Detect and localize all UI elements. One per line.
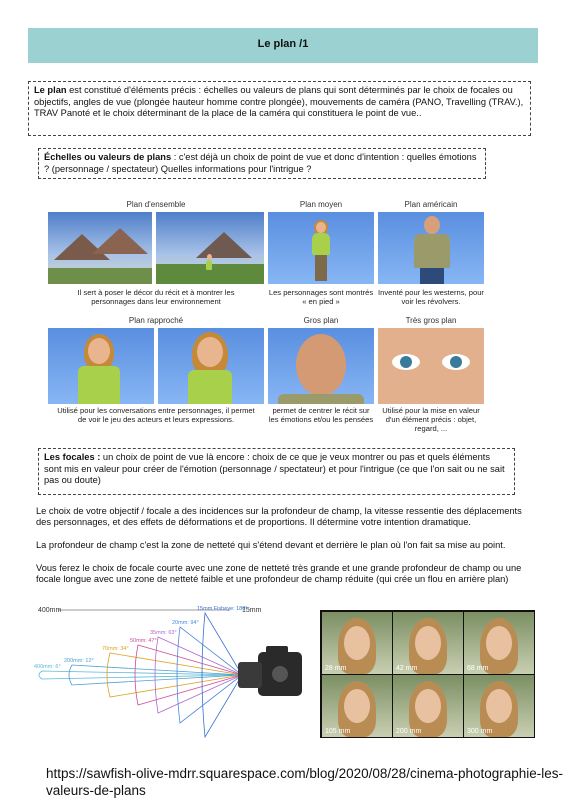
- plan-title: Plan rapproché: [128, 316, 184, 325]
- landscape-image-2: [156, 212, 264, 284]
- lens-label: 20mm: 94°: [172, 620, 199, 626]
- intro-bold: Le plan: [34, 85, 67, 95]
- lens-label: 70mm: 34°: [102, 646, 129, 652]
- landscape-image-1: [48, 212, 152, 284]
- header-band: [28, 28, 538, 63]
- plan-title: Plan moyen: [299, 200, 343, 209]
- focales-bold: Les focales :: [44, 452, 101, 462]
- focal-photo: 200 mm: [393, 675, 463, 737]
- intro-text: est constitué d'éléments précis : échelles ou valeurs de plans qui sont déterminés par le choix de focales ou objectifs, angles de vue (plongée hauteur homme contre plongée), mouvements de caméra (PANO, Travelling (TRAV.), TRAV Panoté et le choix déterminant de la place de la caméra qui constituera le point de vue..: [34, 85, 524, 118]
- plan-caption: Utilisé pour la mise en valeur d'un élément précis : objet, regard, ...: [382, 406, 480, 433]
- plan-rapproche-image-2: [158, 328, 264, 404]
- lens-fan: [39, 613, 242, 737]
- diagram-right-label: 15mm: [242, 607, 262, 614]
- lens-label: 35mm: 63°: [150, 630, 177, 636]
- echelles-box: [38, 148, 486, 179]
- plan-caption: permet de centrer le récit sur les émotions et/ou les pensées: [268, 406, 374, 424]
- diagram-left-label: 400mm: [38, 607, 62, 614]
- focal-photo: 300 mm: [464, 675, 534, 737]
- body-paragraph-3: Vous ferez le choix de focale courte avec une zone de netteté très grande et une grande profondeur de champ ou une focale longue avec une zone de netteté faible et une profondeur de champ réduite (qui crée un flou en arrière plan): [36, 563, 522, 585]
- lens-label: 200mm: 12°: [64, 658, 94, 664]
- plan-americain-panel: [378, 200, 484, 308]
- lens-label: 400mm: 6°: [34, 664, 61, 670]
- focal-photo: 28 mm: [322, 612, 392, 674]
- body-paragraph-2: La profondeur de champ c'est la zone de netteté qui s'étend devant et derrière le plan où l'on fait sa mise au point.: [36, 540, 506, 550]
- focal-length-diagram: [30, 600, 306, 740]
- page-title: Le plan /1: [257, 38, 309, 50]
- echelles-text: : c'est déjà un choix de point de vue et donc d'intention : quelles émotions ? (personnage / spectateur) Quelles informations pour l'intrigue ?: [44, 152, 477, 174]
- gros-plan-image: [268, 328, 374, 404]
- focal-photo: 105 mm: [322, 675, 392, 737]
- focal-photo: 42 mm: [393, 612, 463, 674]
- plan-title: Plan d'ensemble: [126, 200, 186, 209]
- plan-caption: Utilisé pour les conversations entre personnages, il permet de voir le jeu des acteurs et leurs expressions.: [57, 406, 255, 424]
- plan-americain-image: [378, 212, 484, 284]
- camera-icon: [238, 646, 302, 696]
- plan-moyen-image: [268, 212, 374, 284]
- body-paragraph-1: Le choix de votre objectif / focale a des incidences sur la profondeur de champ, la vitesse ressentie des déplacements des personnages, et des effets de déformations et de proportions. Il détermine votre intention dramatique.: [36, 506, 522, 528]
- plan-caption: Les personnages sont montrés « en pied »: [268, 288, 374, 306]
- plan-title: Très gros plan: [405, 316, 457, 325]
- focales-text: un choix de point de vue là encore : choix de ce que je veux montrer ou pas et quels éléments sont mis en valeur pour créer de l'émotion (personnage / spectateur) et pour l'intrigue (ce que l'on sait ou ne sait pas ou doute): [44, 452, 505, 485]
- plan-caption: Il sert à poser le décor du récit et à montrer les personnages dans leur environnement: [77, 288, 235, 306]
- plan-rapproche-panel: [48, 316, 264, 428]
- plan-ensemble-panel: [48, 200, 264, 308]
- lens-label: 50mm: 47°: [130, 638, 157, 644]
- focal-photo-grid: [320, 610, 535, 738]
- plan-title: Plan américain: [404, 200, 458, 209]
- focales-box: [38, 448, 515, 495]
- focal-photo: 68 mm: [464, 612, 534, 674]
- gros-plan-panel: [268, 316, 374, 436]
- plan-caption: Inventé pour les westerns, pour voir les révolvers.: [378, 288, 484, 306]
- intro-box: [28, 81, 531, 136]
- lens-label: 15mm Fisheye: 180°: [197, 606, 248, 612]
- tres-gros-plan-panel: [378, 316, 484, 436]
- tres-gros-plan-image: [378, 328, 484, 404]
- plan-moyen-panel: [268, 200, 374, 308]
- echelles-bold: Échelles ou valeurs de plans: [44, 152, 172, 162]
- plan-rapproche-image-1: [48, 328, 154, 404]
- lens-labels: [34, 606, 248, 670]
- plan-title: Gros plan: [303, 316, 339, 325]
- source-url: https://sawfish-olive-mdrr.squarespace.com/blog/2020/08/28/cinema-photographie-les-valeurs-de-plans: [46, 766, 564, 798]
